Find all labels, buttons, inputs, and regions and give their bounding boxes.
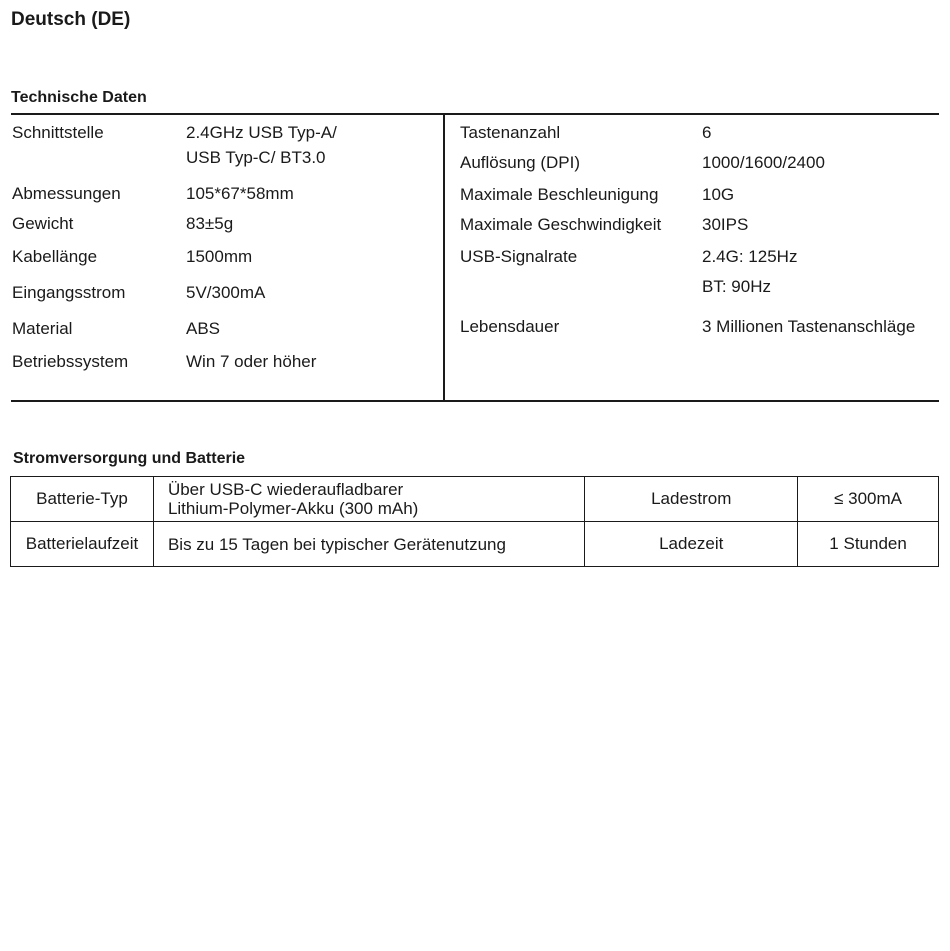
specs-bottom-rule	[11, 400, 939, 402]
table-row	[11, 477, 939, 522]
battery-type-label: Batterie-Typ	[11, 477, 154, 522]
spec-value-weight: 83±5g	[186, 214, 234, 233]
spec-label-cable-length: Kabellänge	[12, 247, 98, 266]
spec-label-lifespan: Lebensdauer	[460, 317, 560, 336]
spec-value-interface: 2.4GHz USB Typ-A/	[186, 123, 337, 142]
spec-value-usb-polling: 2.4G: 125Hz	[702, 247, 798, 266]
spec-value-max-speed: 30IPS	[702, 215, 749, 234]
spec-label-input-current: Eingangsstrom	[12, 283, 126, 302]
spec-label-button-count: Tastenanzahl	[460, 123, 561, 142]
battery-type-value-line1: Über USB-C wiederaufladbarer	[167, 480, 404, 499]
power-section-title: Stromversorgung und Batterie	[13, 450, 246, 467]
battery-life-label: Batterielaufzeit	[11, 522, 154, 567]
spec-value-cable-length: 1500mm	[186, 247, 253, 266]
spec-value-max-acceleration: 10G	[702, 185, 735, 204]
spec-label-interface: Schnittstelle	[12, 123, 104, 142]
table-row	[11, 522, 939, 567]
spec-value-os: Win 7 oder höher	[186, 352, 317, 371]
spec-label-material: Material	[12, 319, 73, 338]
charging-current-label: Ladestrom	[585, 477, 798, 522]
spec-value-material: ABS	[186, 319, 221, 338]
specs-section-title: Technische Daten	[11, 89, 147, 106]
spec-value-bt-polling: BT: 90Hz	[702, 277, 771, 296]
charging-time-label: Ladezeit	[585, 522, 798, 567]
battery-life-value: Bis zu 15 Tagen bei typischer Gerätenutzung	[153, 522, 584, 567]
spec-value-lifespan: 3 Millionen Tastenanschläge	[702, 317, 916, 336]
spec-label-dpi: Auflösung (DPI)	[460, 153, 580, 172]
spec-label-os: Betriebssystem	[12, 352, 129, 371]
specs-column-divider	[443, 114, 445, 401]
spec-label-max-speed: Maximale Geschwindigkeit	[460, 215, 662, 234]
specs-top-rule	[11, 113, 939, 115]
spec-label-max-acceleration: Maximale Beschleunigung	[460, 185, 659, 204]
spec-value-interface-line2: USB Typ-C/ BT3.0	[186, 148, 326, 167]
battery-type-value-line2: Lithium-Polymer-Akku (300 mAh)	[167, 499, 419, 518]
battery-type-value	[153, 477, 584, 522]
spec-label-weight: Gewicht	[12, 214, 74, 233]
charging-time-value: 1 Stunden	[798, 522, 939, 567]
spec-label-dimensions: Abmessungen	[12, 184, 121, 203]
charging-current-value: ≤ 300mA	[798, 477, 939, 522]
spec-label-usb-polling: USB-Signalrate	[460, 247, 578, 266]
spec-value-dimensions: 105*67*58mm	[186, 184, 294, 203]
spec-value-button-count: 6	[702, 123, 712, 142]
language-title: Deutsch (DE)	[11, 9, 131, 30]
power-battery-table	[10, 476, 939, 567]
spec-value-dpi: 1000/1600/2400	[702, 153, 825, 172]
spec-value-input-current: 5V/300mA	[186, 283, 266, 302]
